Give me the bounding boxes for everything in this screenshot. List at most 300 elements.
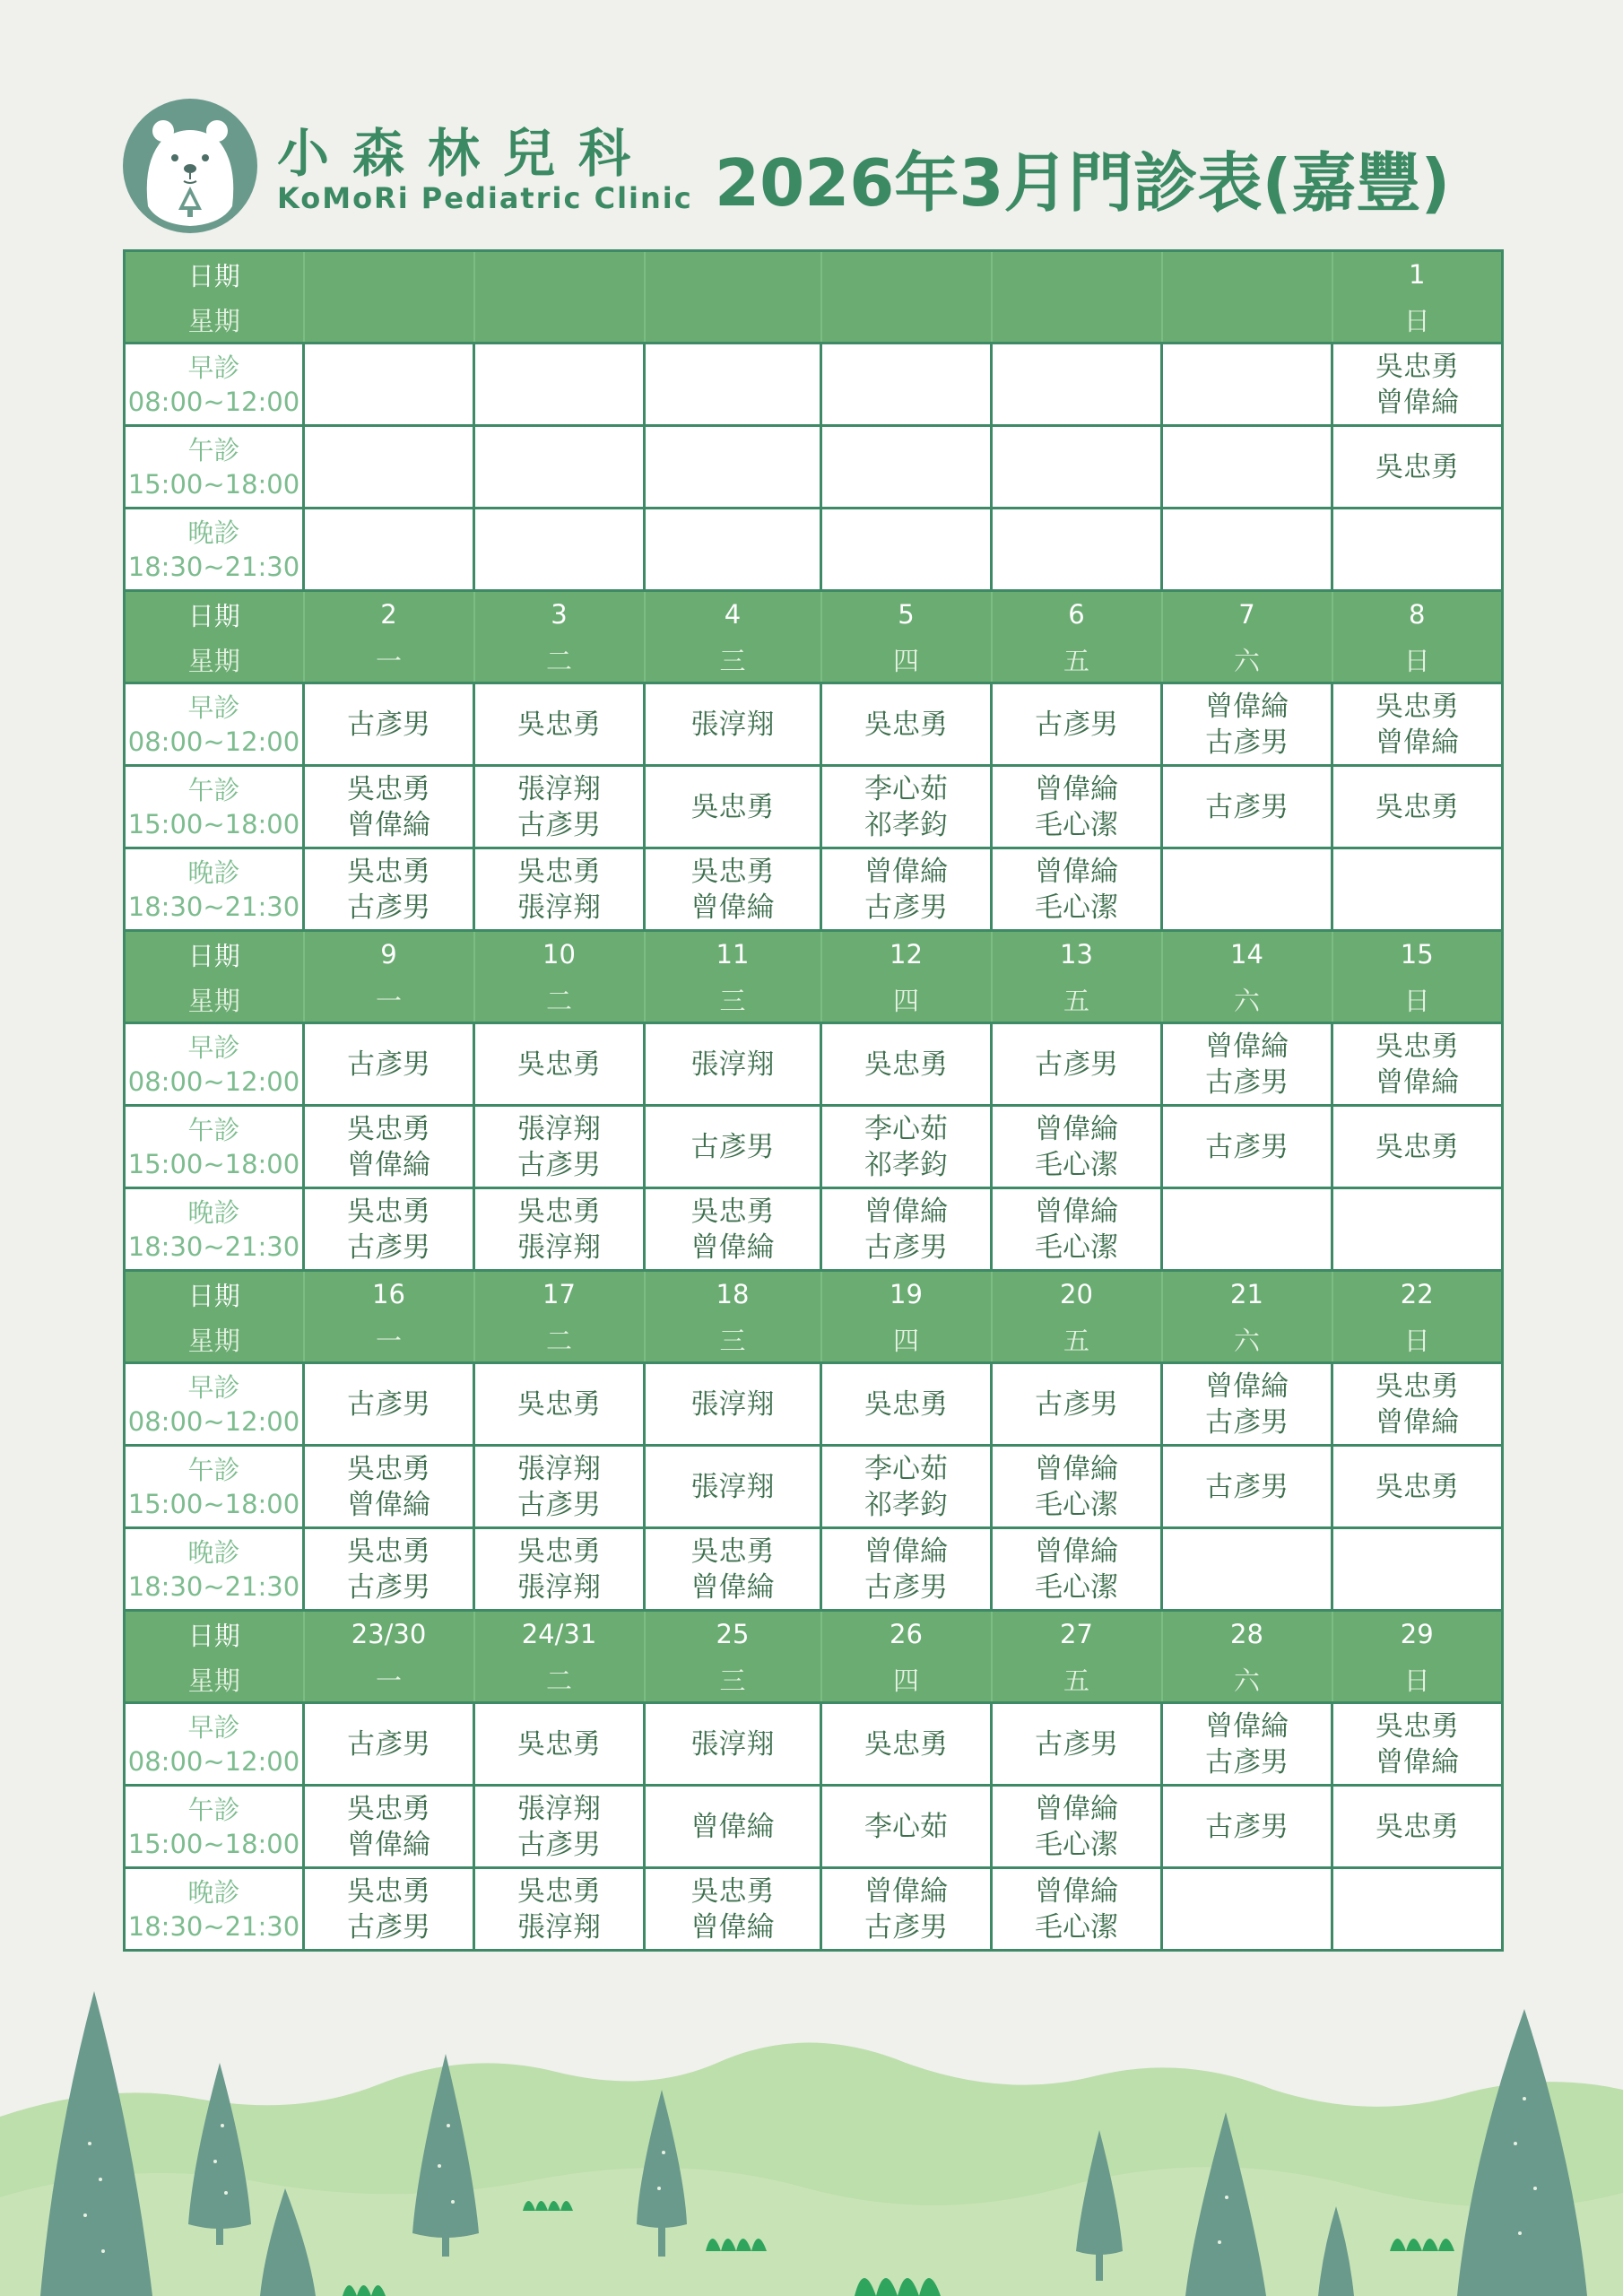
- doctor-name: 毛心潔: [1035, 1148, 1118, 1181]
- doctor-name: 李心茹: [864, 1452, 948, 1485]
- schedule-cell: [1332, 1363, 1503, 1446]
- weekday-cell: 二: [474, 977, 645, 1023]
- date-cell: 17: [474, 1271, 645, 1318]
- weekday-cell: 六: [1162, 1657, 1332, 1703]
- schedule-cell: [821, 1188, 992, 1271]
- doctor-name: 曾偉綸: [347, 1488, 430, 1521]
- schedule-cell: [304, 1446, 474, 1528]
- doctor-name: 曾偉綸: [1035, 1452, 1118, 1485]
- doctor-name: 吳忠勇: [864, 1048, 948, 1081]
- weekday-row: [125, 1657, 1503, 1703]
- doctor-name: 古彥男: [347, 708, 430, 741]
- date-cell: [992, 251, 1162, 298]
- schedule-cell: [992, 1363, 1162, 1446]
- schedule-cell: [645, 1106, 821, 1188]
- session-name: 早診: [187, 352, 240, 383]
- date-cell: 23/30: [304, 1611, 474, 1657]
- doctor-name: 古彥男: [1035, 1048, 1118, 1081]
- doctor-name: 曾偉綸: [864, 1535, 948, 1568]
- session-label: [125, 1363, 304, 1446]
- doctor-name: 古彥男: [1205, 1470, 1289, 1503]
- schedule-cell: [645, 766, 821, 848]
- header: [123, 99, 1504, 233]
- schedule-table: [123, 249, 1504, 1952]
- schedule-cell: [821, 426, 992, 509]
- doctor-name: 吳忠勇: [1376, 1709, 1459, 1743]
- date-cell: [821, 251, 992, 298]
- doctor-name: 曾偉綸: [864, 1874, 948, 1908]
- schedule-cell: [1332, 1703, 1503, 1786]
- session-row: [125, 1528, 1503, 1611]
- doctor-name: 吳忠勇: [1376, 1370, 1459, 1403]
- doctor-name: 吳忠勇: [347, 1195, 430, 1228]
- weekday-label: 星期: [125, 297, 304, 344]
- schedule-cell: [474, 1868, 645, 1951]
- session-row: [125, 1703, 1503, 1786]
- weekday-cell: [474, 297, 645, 344]
- session-time: 08:00~12:00: [127, 726, 300, 757]
- weekday-cell: 四: [821, 1317, 992, 1363]
- doctor-name: 古彥男: [347, 891, 430, 924]
- schedule-cell: [304, 1023, 474, 1106]
- schedule-cell: [1162, 766, 1332, 848]
- weekday-row: [125, 637, 1503, 683]
- schedule-cell: [474, 1188, 645, 1271]
- date-cell: 13: [992, 931, 1162, 978]
- doctor-name: 古彥男: [1205, 1065, 1289, 1099]
- doctor-name: 張淳翔: [690, 1387, 775, 1421]
- doctor-name: 古彥男: [1205, 1745, 1289, 1779]
- doctor-name: 曾偉綸: [1035, 855, 1118, 888]
- doctor-name: 曾偉綸: [1035, 1792, 1118, 1825]
- doctor-name: 毛心潔: [1035, 808, 1118, 841]
- date-row: [125, 1611, 1503, 1657]
- weekday-row: [125, 1317, 1503, 1363]
- weekday-cell: 一: [304, 1317, 474, 1363]
- schedule-cell: [1332, 1786, 1503, 1868]
- date-cell: 29: [1332, 1611, 1503, 1657]
- doctor-name: 吳忠勇: [517, 1535, 601, 1568]
- date-cell: 6: [992, 591, 1162, 638]
- weekday-cell: 日: [1332, 977, 1503, 1023]
- weekday-cell: [992, 297, 1162, 344]
- doctor-name: 張淳翔: [517, 1910, 601, 1944]
- date-cell: [645, 251, 821, 298]
- schedule-cell: [1332, 344, 1503, 426]
- schedule-cell: [474, 509, 645, 591]
- doctor-name: 吳忠勇: [1376, 690, 1459, 723]
- schedule-cell: [1332, 683, 1503, 766]
- schedule-cell: [1162, 1703, 1332, 1786]
- schedule-cell: [1332, 1446, 1503, 1528]
- date-cell: 25: [645, 1611, 821, 1657]
- doctor-name: 古彥男: [347, 1387, 430, 1421]
- doctor-name: 張淳翔: [690, 1470, 775, 1503]
- schedule-cell: [992, 1023, 1162, 1106]
- schedule-cell: [1162, 1363, 1332, 1446]
- doctor-name: 古彥男: [1205, 1810, 1289, 1843]
- doctor-name: 古彥男: [864, 1570, 948, 1604]
- session-row: [125, 1363, 1503, 1446]
- schedule-cell: [821, 1528, 992, 1611]
- date-cell: [474, 251, 645, 298]
- date-cell: 20: [992, 1271, 1162, 1318]
- weekday-label: 星期: [125, 1657, 304, 1703]
- schedule-cell: [992, 1868, 1162, 1951]
- session-name: 午診: [187, 1794, 240, 1825]
- doctor-name: 古彥男: [347, 1048, 430, 1081]
- date-cell: 26: [821, 1611, 992, 1657]
- doctor-name: 吳忠勇: [517, 1048, 601, 1081]
- weekday-cell: 二: [474, 1317, 645, 1363]
- schedule-cell: [821, 344, 992, 426]
- doctor-name: 吳忠勇: [690, 1195, 775, 1228]
- schedule-cell: [1332, 509, 1503, 591]
- weekday-cell: 日: [1332, 1657, 1503, 1703]
- doctor-name: 張淳翔: [517, 1570, 601, 1604]
- weekday-cell: 二: [474, 637, 645, 683]
- schedule-cell: [1162, 1446, 1332, 1528]
- doctor-name: 吳忠勇: [1376, 1470, 1459, 1503]
- session-label: [125, 1446, 304, 1528]
- schedule-cell: [1332, 426, 1503, 509]
- session-label: [125, 1703, 304, 1786]
- date-row: [125, 1271, 1503, 1318]
- clinic-name: 小森林兒科: [277, 123, 655, 184]
- session-row: [125, 1868, 1503, 1951]
- schedule-cell: [474, 848, 645, 931]
- weekday-cell: 五: [992, 637, 1162, 683]
- doctor-name: 李心茹: [864, 1810, 948, 1843]
- session-name: 晚診: [187, 1196, 240, 1228]
- weekday-cell: 三: [645, 1657, 821, 1703]
- schedule-cell: [304, 1528, 474, 1611]
- doctor-name: 吳忠勇: [1376, 1130, 1459, 1163]
- session-row: [125, 1023, 1503, 1106]
- doctor-name: 祁孝鈞: [864, 1148, 948, 1181]
- polar-bear-icon: [123, 99, 257, 233]
- doctor-name: 吳忠勇: [347, 1535, 430, 1568]
- doctor-name: 吳忠勇: [347, 1792, 430, 1825]
- schedule-cell: [1162, 1106, 1332, 1188]
- date-row: [125, 251, 1503, 298]
- schedule-cell: [1162, 848, 1332, 931]
- doctor-name: 張淳翔: [690, 708, 775, 741]
- weekday-row: [125, 977, 1503, 1023]
- weekday-cell: 四: [821, 637, 992, 683]
- weekday-cell: [304, 297, 474, 344]
- schedule-cell: [1332, 1188, 1503, 1271]
- weekday-cell: [821, 297, 992, 344]
- session-label: [125, 683, 304, 766]
- doctor-name: 古彥男: [347, 1231, 430, 1264]
- doctor-name: 吳忠勇: [517, 1195, 601, 1228]
- doctor-name: 曾偉綸: [1035, 772, 1118, 805]
- doctor-name: 張淳翔: [517, 1792, 601, 1825]
- schedule-cell: [821, 1786, 992, 1868]
- weekday-cell: 四: [821, 977, 992, 1023]
- doctor-name: 張淳翔: [517, 1452, 601, 1485]
- schedule-cell: [645, 1786, 821, 1868]
- session-time: 15:00~18:00: [127, 808, 300, 839]
- schedule-cell: [304, 683, 474, 766]
- schedule-cell: [1332, 1106, 1503, 1188]
- doctor-name: 古彥男: [1205, 790, 1289, 823]
- doctor-name: 毛心潔: [1035, 1570, 1118, 1604]
- schedule-cell: [992, 1446, 1162, 1528]
- date-cell: [304, 251, 474, 298]
- date-cell: 14: [1162, 931, 1332, 978]
- schedule-cell: [645, 683, 821, 766]
- schedule-cell: [992, 1528, 1162, 1611]
- session-name: 早診: [187, 1031, 240, 1063]
- schedule-cell: [821, 1363, 992, 1446]
- session-name: 晚診: [187, 1876, 240, 1908]
- schedule-cell: [304, 1703, 474, 1786]
- session-label: [125, 426, 304, 509]
- doctor-name: 祁孝鈞: [864, 1488, 948, 1521]
- session-name: 晚診: [187, 857, 240, 888]
- date-cell: 10: [474, 931, 645, 978]
- session-name: 午診: [187, 1114, 240, 1145]
- session-name: 晚診: [187, 517, 240, 548]
- session-time: 18:30~21:30: [127, 551, 300, 582]
- doctor-name: 吳忠勇: [517, 1387, 601, 1421]
- schedule-cell: [1162, 683, 1332, 766]
- schedule-cell: [304, 426, 474, 509]
- weekday-cell: 日: [1332, 1317, 1503, 1363]
- doctor-name: 曾偉綸: [1205, 1370, 1289, 1403]
- date-cell: 9: [304, 931, 474, 978]
- schedule-cell: [1162, 1188, 1332, 1271]
- session-row: [125, 426, 1503, 509]
- session-time: 15:00~18:00: [127, 1828, 300, 1859]
- weekday-cell: 六: [1162, 1317, 1332, 1363]
- doctor-name: 曾偉綸: [1205, 690, 1289, 723]
- doctor-name: 古彥男: [517, 1488, 601, 1521]
- doctor-name: 曾偉綸: [864, 1195, 948, 1228]
- weekday-row: [125, 297, 1503, 344]
- doctor-name: 曾偉綸: [1035, 1535, 1118, 1568]
- schedule-cell: [474, 1363, 645, 1446]
- session-time: 18:30~21:30: [127, 1910, 300, 1942]
- doctor-name: 曾偉綸: [690, 1910, 775, 1944]
- doctor-name: 古彥男: [347, 1570, 430, 1604]
- schedule-cell: [474, 1528, 645, 1611]
- doctor-name: 曾偉綸: [1376, 1065, 1459, 1099]
- date-label: 日期: [125, 931, 304, 978]
- weekday-cell: 五: [992, 977, 1162, 1023]
- weekday-label: 星期: [125, 977, 304, 1023]
- schedule-cell: [304, 1786, 474, 1868]
- doctor-name: 吳忠勇: [347, 855, 430, 888]
- session-label: [125, 1868, 304, 1951]
- doctor-name: 古彥男: [1035, 1387, 1118, 1421]
- forest-scenery: [0, 1964, 1623, 2296]
- date-cell: 16: [304, 1271, 474, 1318]
- session-name: 早診: [187, 691, 240, 723]
- schedule-cell: [645, 1446, 821, 1528]
- schedule-cell: [1332, 848, 1503, 931]
- doctor-name: 吳忠勇: [1376, 450, 1459, 483]
- schedule-cell: [992, 426, 1162, 509]
- doctor-name: 張淳翔: [517, 1112, 601, 1145]
- doctor-name: 吳忠勇: [1376, 790, 1459, 823]
- schedule-cell: [992, 344, 1162, 426]
- doctor-name: 毛心潔: [1035, 1488, 1118, 1521]
- weekday-cell: 一: [304, 1657, 474, 1703]
- date-label: 日期: [125, 591, 304, 638]
- session-label: [125, 1188, 304, 1271]
- date-row: [125, 931, 1503, 978]
- schedule-cell: [821, 683, 992, 766]
- date-cell: 3: [474, 591, 645, 638]
- schedule-cell: [645, 509, 821, 591]
- doctor-name: 曾偉綸: [347, 1828, 430, 1861]
- session-name: 早診: [187, 1711, 240, 1743]
- schedule-cell: [821, 1868, 992, 1951]
- session-time: 08:00~12:00: [127, 1745, 300, 1777]
- schedule-cell: [821, 509, 992, 591]
- schedule-cell: [1162, 344, 1332, 426]
- schedule-cell: [645, 1703, 821, 1786]
- schedule-cell: [1332, 766, 1503, 848]
- doctor-name: 張淳翔: [517, 891, 601, 924]
- doctor-name: 吳忠勇: [347, 772, 430, 805]
- schedule-cell: [645, 1188, 821, 1271]
- schedule-cell: [474, 683, 645, 766]
- session-label: [125, 1106, 304, 1188]
- doctor-name: 古彥男: [1035, 708, 1118, 741]
- doctor-name: 張淳翔: [517, 772, 601, 805]
- date-cell: [1162, 251, 1332, 298]
- schedule-cell: [304, 509, 474, 591]
- doctor-name: 曾偉綸: [1035, 1195, 1118, 1228]
- schedule-cell: [992, 848, 1162, 931]
- doctor-name: 吳忠勇: [864, 708, 948, 741]
- doctor-name: 吳忠勇: [517, 1874, 601, 1908]
- schedule-cell: [474, 1446, 645, 1528]
- session-row: [125, 683, 1503, 766]
- schedule-cell: [992, 1188, 1162, 1271]
- weekday-cell: 三: [645, 977, 821, 1023]
- doctor-name: 曾偉綸: [347, 808, 430, 841]
- schedule-cell: [1162, 426, 1332, 509]
- schedule-cell: [992, 509, 1162, 591]
- weekday-cell: 五: [992, 1317, 1162, 1363]
- schedule-cell: [474, 1106, 645, 1188]
- doctor-name: 曾偉綸: [1376, 386, 1459, 419]
- doctor-name: 祁孝鈞: [864, 808, 948, 841]
- doctor-name: 古彥男: [517, 808, 601, 841]
- schedule-cell: [304, 1868, 474, 1951]
- session-label: [125, 344, 304, 426]
- doctor-name: 吳忠勇: [690, 1874, 775, 1908]
- weekday-cell: 六: [1162, 977, 1332, 1023]
- doctor-name: 古彥男: [864, 1910, 948, 1944]
- weekday-label: 星期: [125, 1317, 304, 1363]
- doctor-name: 曾偉綸: [1376, 1745, 1459, 1779]
- clinic-name-english: KoMoRi Pediatric Clinic: [277, 181, 693, 215]
- schedule-cell: [1332, 1023, 1503, 1106]
- date-cell: 2: [304, 591, 474, 638]
- doctor-name: 古彥男: [690, 1130, 775, 1163]
- session-time: 18:30~21:30: [127, 891, 300, 922]
- schedule-cell: [992, 1106, 1162, 1188]
- schedule-cell: [1162, 1023, 1332, 1106]
- session-label: [125, 1023, 304, 1106]
- weekday-cell: 三: [645, 1317, 821, 1363]
- doctor-name: 吳忠勇: [690, 1535, 775, 1568]
- session-row: [125, 509, 1503, 591]
- schedule-cell: [304, 1188, 474, 1271]
- doctor-name: 古彥男: [1205, 726, 1289, 759]
- doctor-name: 曾偉綸: [690, 1810, 775, 1843]
- session-time: 15:00~18:00: [127, 468, 300, 500]
- doctor-name: 毛心潔: [1035, 1231, 1118, 1264]
- doctor-name: 吳忠勇: [517, 708, 601, 741]
- schedule-cell: [304, 848, 474, 931]
- doctor-name: 李心茹: [864, 772, 948, 805]
- schedule-cell: [821, 1023, 992, 1106]
- date-cell: 1: [1332, 251, 1503, 298]
- session-name: 晚診: [187, 1536, 240, 1568]
- weekday-cell: 一: [304, 637, 474, 683]
- doctor-name: 曾偉綸: [690, 1231, 775, 1264]
- doctor-name: 曾偉綸: [1205, 1709, 1289, 1743]
- doctor-name: 張淳翔: [517, 1231, 601, 1264]
- doctor-name: 曾偉綸: [1035, 1112, 1118, 1145]
- schedule-cell: [992, 766, 1162, 848]
- schedule-cell: [474, 1786, 645, 1868]
- session-row: [125, 344, 1503, 426]
- doctor-name: 李心茹: [864, 1112, 948, 1145]
- doctor-name: 吳忠勇: [347, 1112, 430, 1145]
- schedule-cell: [645, 1363, 821, 1446]
- session-time: 15:00~18:00: [127, 1488, 300, 1519]
- doctor-name: 古彥男: [347, 1727, 430, 1761]
- schedule-cell: [304, 1363, 474, 1446]
- schedule-cell: [1162, 1868, 1332, 1951]
- doctor-name: 毛心潔: [1035, 1828, 1118, 1861]
- schedule-cell: [645, 1023, 821, 1106]
- schedule-cell: [821, 848, 992, 931]
- doctor-name: 吳忠勇: [690, 855, 775, 888]
- date-label: 日期: [125, 1611, 304, 1657]
- schedule-cell: [304, 1106, 474, 1188]
- doctor-name: 古彥男: [864, 891, 948, 924]
- doctor-name: 曾偉綸: [1376, 726, 1459, 759]
- doctor-name: 古彥男: [864, 1231, 948, 1264]
- schedule-cell: [645, 426, 821, 509]
- doctor-name: 曾偉綸: [347, 1148, 430, 1181]
- session-label: [125, 848, 304, 931]
- weekday-cell: [1162, 297, 1332, 344]
- doctor-name: 吳忠勇: [347, 1874, 430, 1908]
- date-cell: 11: [645, 931, 821, 978]
- schedule-cell: [474, 1023, 645, 1106]
- date-cell: 21: [1162, 1271, 1332, 1318]
- doctor-name: 古彥男: [517, 1828, 601, 1861]
- doctor-name: 曾偉綸: [690, 1570, 775, 1604]
- doctor-name: 吳忠勇: [517, 855, 601, 888]
- date-row: [125, 591, 1503, 638]
- weekday-cell: 四: [821, 1657, 992, 1703]
- session-label: [125, 509, 304, 591]
- date-cell: 15: [1332, 931, 1503, 978]
- session-row: [125, 1786, 1503, 1868]
- date-cell: 27: [992, 1611, 1162, 1657]
